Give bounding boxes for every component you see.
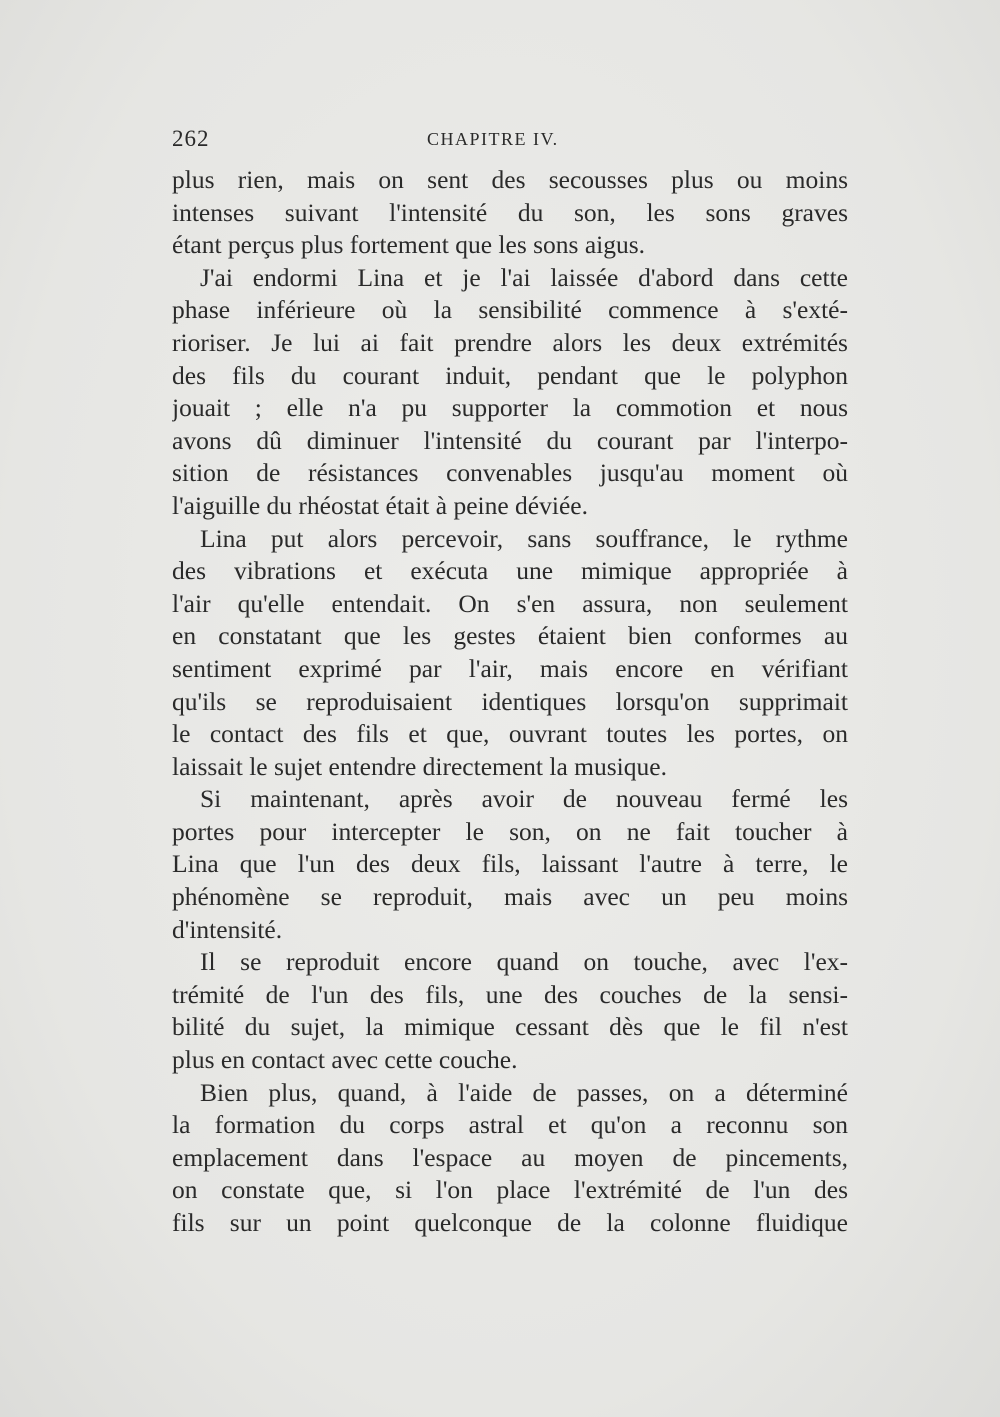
text-line: Il se reproduit encore quand on touche, avec l'ex-	[200, 947, 848, 977]
text-line: intenses suivant l'intensité du son, les sons graves	[172, 197, 848, 227]
text-line: l'aiguille du rhéostat était à peine déviée.	[172, 490, 588, 520]
text-line: portes pour intercepter le son, on ne fait toucher à	[172, 816, 848, 846]
text-line: sition de résistances convenables jusqu'au moment où	[172, 458, 848, 488]
text-line: plus en contact avec cette couche.	[172, 1045, 518, 1075]
text-line: on constate que, si l'on place l'extrémité de l'un des	[172, 1175, 848, 1205]
text-line: sentiment exprimé par l'air, mais encore en vérifiant	[172, 653, 848, 683]
page-header	[172, 126, 848, 154]
text-line: Lina put alors percevoir, sans souffrance, le rythme	[200, 523, 848, 553]
text-line: d'intensité.	[172, 914, 283, 944]
text-line: bilité du sujet, la mimique cessant dès que le fil n'est	[172, 1012, 848, 1042]
text-line: jouait ; elle n'a pu supporter la commotion et nous	[172, 393, 848, 423]
text-line: des fils du courant induit, pendant que le polyphon	[172, 360, 848, 390]
text-line: en constatant que les gestes étaient bien conformes au	[172, 621, 848, 651]
text-line: le contact des fils et que, ouvrant toutes les portes, on	[172, 719, 848, 749]
text-line: la formation du corps astral et qu'on a reconnu son	[172, 1110, 848, 1140]
text-line: Lina que l'un des deux fils, laissant l'autre à terre, le	[172, 849, 848, 879]
running-head: CHAPITRE IV.	[427, 129, 559, 149]
body-text	[172, 164, 848, 1240]
text-line: qu'ils se reproduisaient identiques lorsqu'on supprimait	[172, 686, 848, 716]
text-line: laissait le sujet entendre directement la musique.	[172, 751, 667, 781]
text-line: emplacement dans l'espace au moyen de pincements,	[172, 1142, 848, 1172]
text-line: rioriser. Je lui ai fait prendre alors les deux extrémités	[172, 327, 848, 357]
text-line: Bien plus, quand, à l'aide de passes, on a déterminé	[200, 1077, 848, 1107]
page-number: 262	[172, 126, 210, 151]
text-line: avons dû diminuer l'intensité du courant par l'interpo-	[172, 425, 848, 455]
text-line: phase inférieure où la sensibilité commence à s'exté-	[172, 295, 848, 325]
text-line: trémité de l'un des fils, une des couches de la sensi-	[172, 979, 848, 1009]
text-line: fils sur un point quelconque de la colonne fluidique	[172, 1208, 848, 1237]
text-line: Si maintenant, après avoir de nouveau fermé les	[200, 784, 848, 814]
text-line: l'air qu'elle entendait. On s'en assura, non seulement	[172, 588, 848, 618]
text-line: plus rien, mais on sent des secousses plus ou moins	[172, 165, 848, 194]
text-line: J'ai endormi Lina et je l'ai laissée d'abord dans cette	[200, 262, 848, 292]
text-line: des vibrations et exécuta une mimique appropriée à	[172, 556, 848, 586]
text-line: étant perçus plus fortement que les sons aigus.	[172, 230, 646, 260]
text-line: phénomène se reproduit, mais avec un peu moins	[172, 882, 848, 912]
